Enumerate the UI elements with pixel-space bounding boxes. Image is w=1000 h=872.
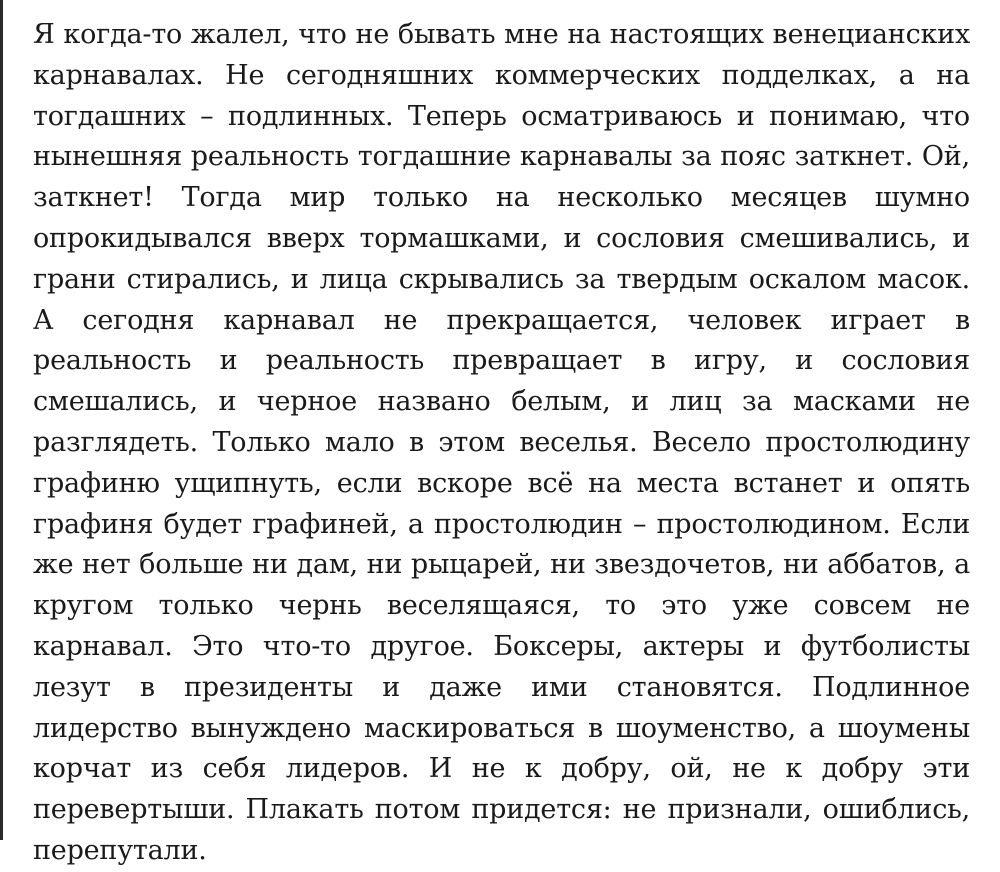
body-paragraph: Я когда-то жалел, что не бывать мне на настоящих венецианских карнавалах. Не сегодняшних коммерческих подделках, а на тогдашних – подлинных. Теперь осматриваюсь и понимаю, что нынешняя реальность тогдашние карнавалы за пояс заткнет. Ой, заткнет! Тогда мир только на несколько месяцев шумно опрокидывался вверх тормашками, и сословия смешивались, и грани стирались, и лица скрывались за твердым оскалом масок. А сегодня карнавал не прекращается, человек играет в реальность и реальность превращает в игру, и сословия смешались, и черное названо белым, и лиц за масками не разглядеть. Только мало в этом веселья. Весело простолюдину графиню ущипнуть, если вскоре всё на места встанет и опять графиня будет графиней, а простолюдин – простолюдином. Если же нет больше ни дам, ни рыцарей, ни звездочетов, ни аббатов, а кругом только чернь веселящаяся, то это уже совсем не карнавал. Это что-то другое. Боксеры, актеры и футболисты лезут в президенты и даже ими становятся. Подлинное лидерство вынуждено маскироваться в шоуменство, а шоумены корчат из себя лидеров. И не к добру, ой, не к добру эти перевертыши. Плакать потом придется: не признали, ошиблись, перепутали.: [33, 19, 970, 866]
left-border: [0, 0, 3, 840]
